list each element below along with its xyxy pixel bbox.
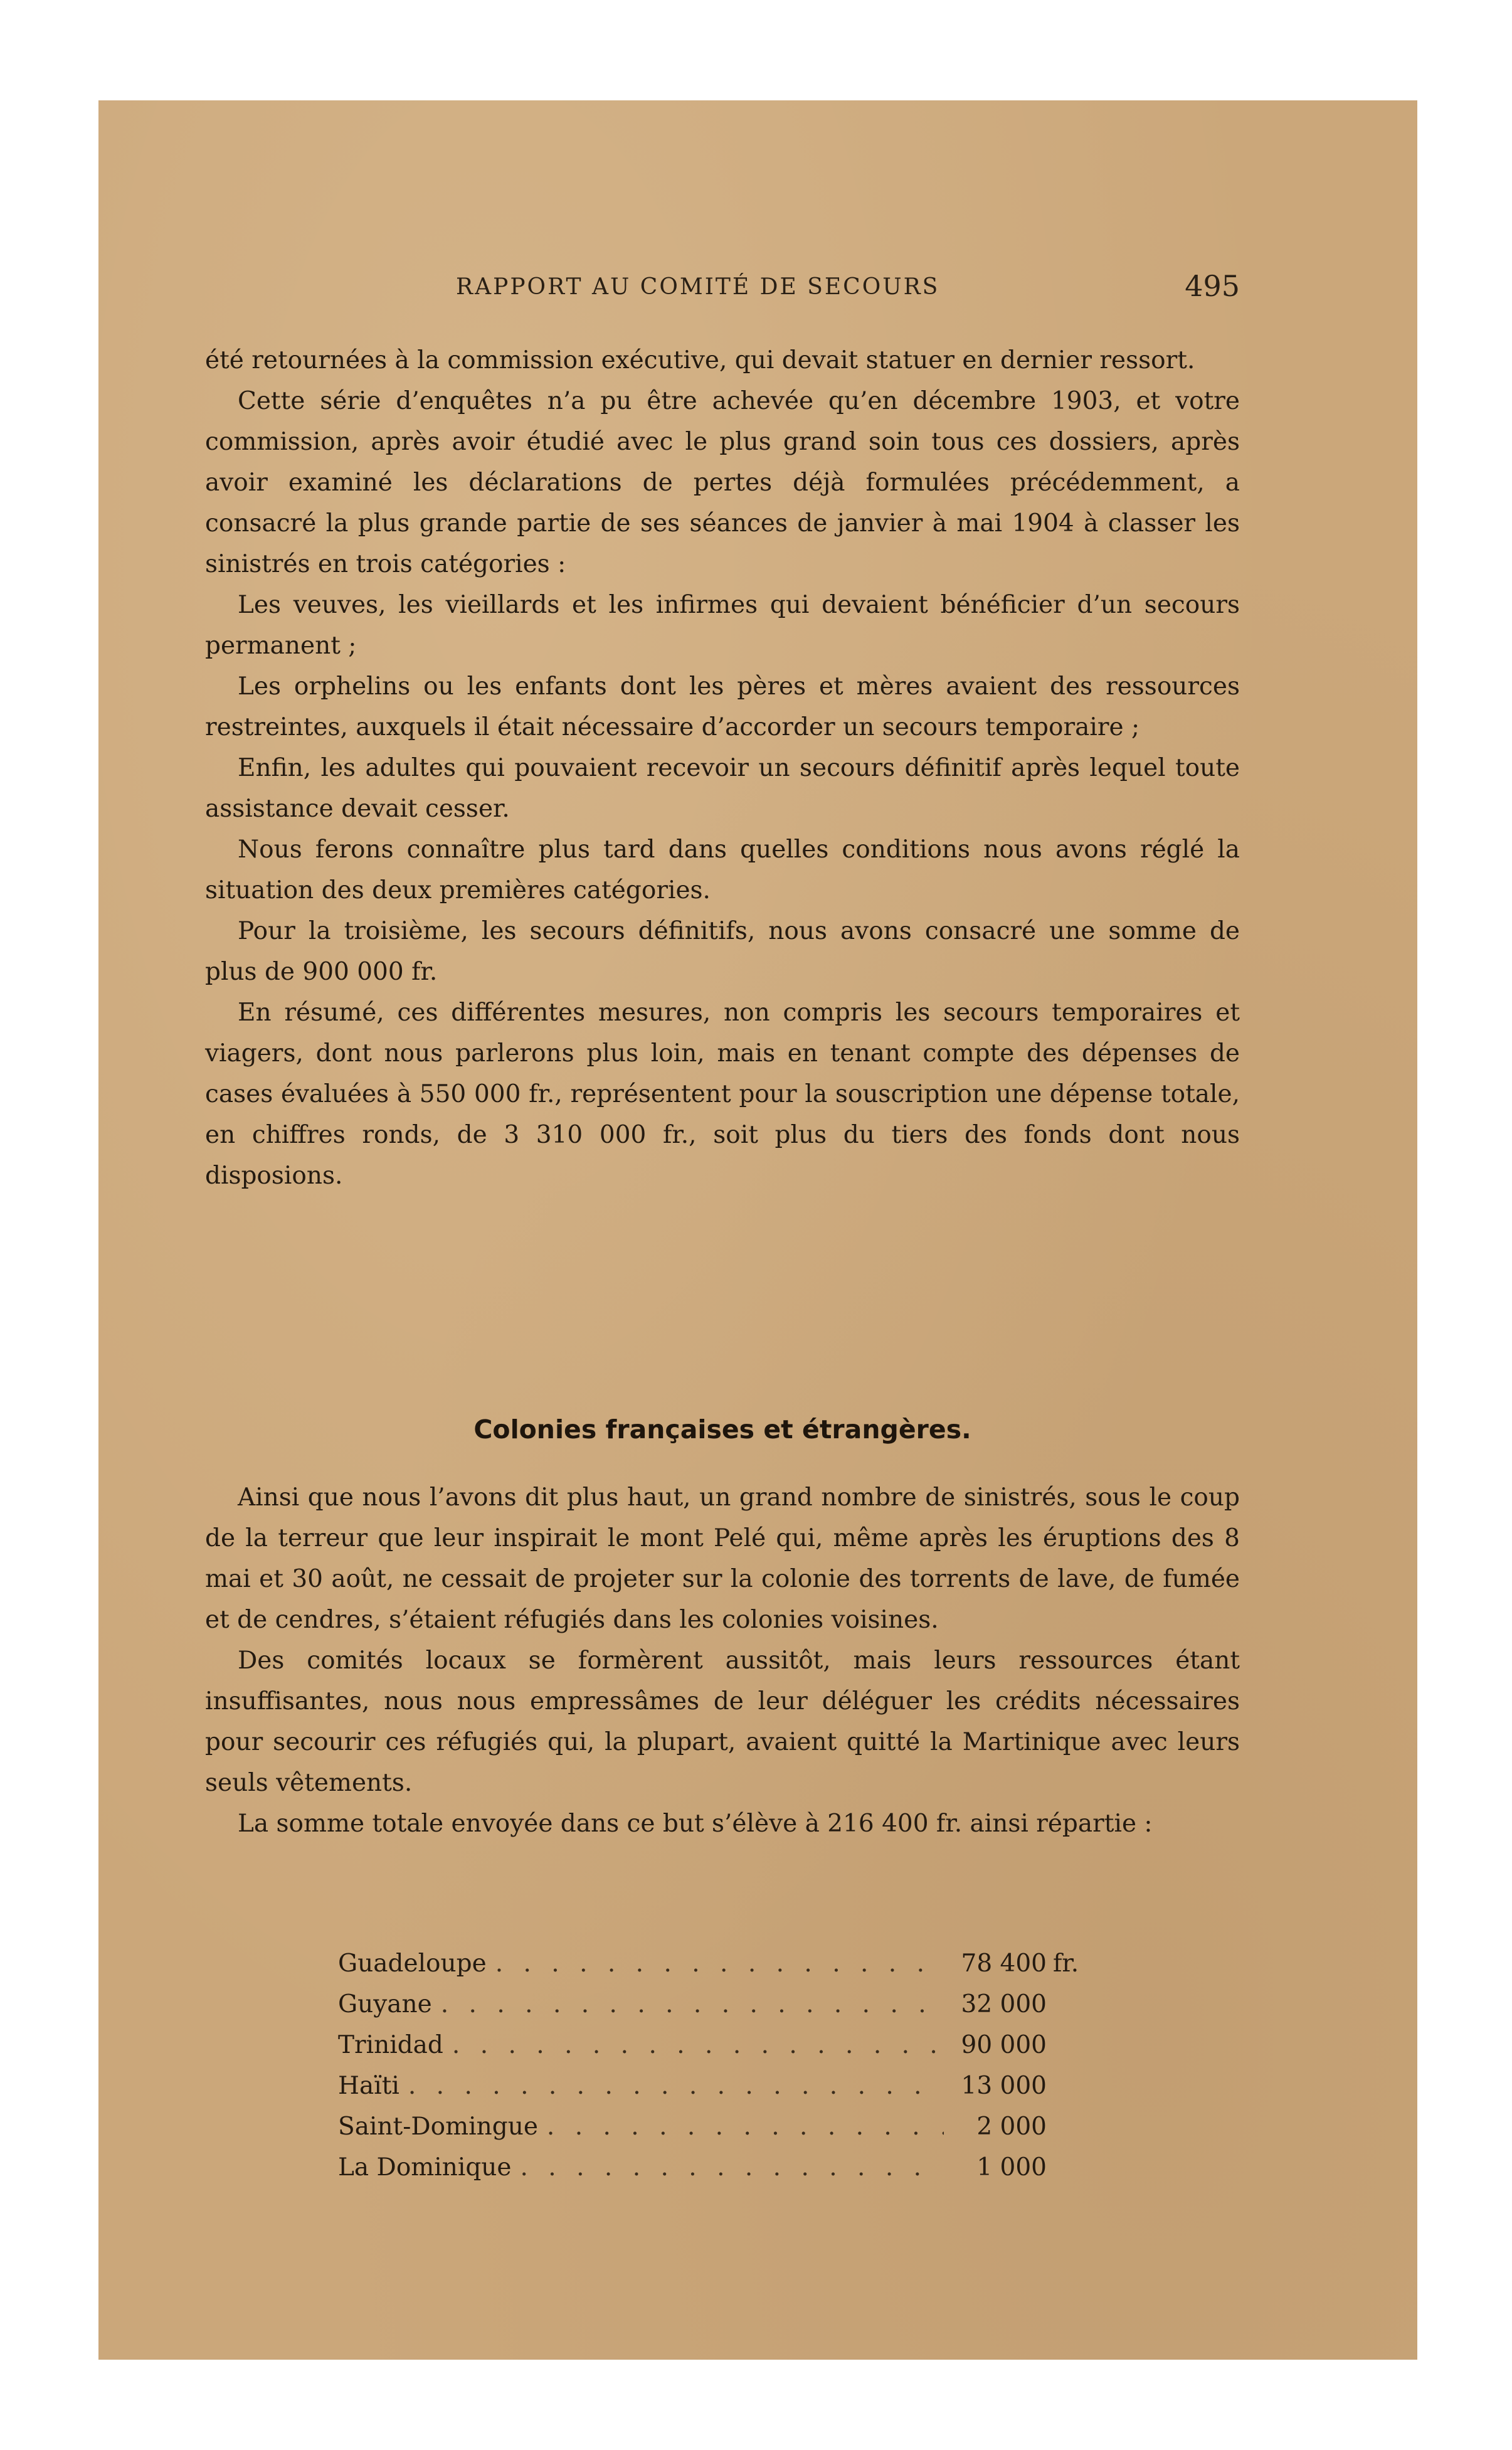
dot-leader: [452, 2025, 944, 2066]
distribution-row: [338, 2066, 1103, 2106]
scanned-page: [98, 100, 1417, 2360]
colony-name: La Dominique: [338, 2153, 512, 2182]
paragraph-later: Nous ferons connaître plus tard dans quelles conditions nous avons réglé la situation des deux premières catégories.: [205, 835, 1240, 904]
colony-name: Guyane: [338, 1990, 432, 2018]
dot-leader: [495, 1943, 944, 1984]
body-top: [205, 340, 1240, 1196]
colony-amount: 2 000: [976, 2113, 1047, 2141]
page-number: 495: [1185, 269, 1240, 303]
paragraph-summary: En résumé, ces différentes mesures, non compris les secours temporaires et viagers, dont nous parlerons plus loin, mais en tenant compte des dépenses de cases évaluées à 550 000 fr., représentent pour la souscription une dépense totale, en chiffres ronds, de 3 310 000 fr., soit plus du tiers des fonds dont nous disposions.: [205, 999, 1240, 1190]
colony-name: Haïti: [338, 2072, 399, 2100]
colony-amount: 78 400: [961, 1949, 1047, 1978]
distribution-row: [338, 1943, 1103, 1984]
section-heading: Colonies françaises et étrangères.: [473, 1414, 971, 1445]
running-title: RAPPORT AU COMITÉ DE SECOURS: [456, 274, 940, 300]
distribution-row: [338, 2025, 1103, 2066]
paragraph-total: La somme totale envoyée dans ce but s’élève à 216 400 fr. ainsi répartie :: [238, 1810, 1153, 1838]
paragraph-category-2: Les orphelins ou les enfants dont les pères et mères avaient des ressources restreintes, auxquels il était nécessaire d’accorder un secours temporaire ;: [205, 672, 1240, 741]
distribution-row: [338, 2106, 1103, 2147]
distribution-row: [338, 2147, 1103, 2188]
distribution-list: [338, 1943, 1103, 2188]
colony-amount: 13 000: [961, 2072, 1047, 2100]
dot-leader: [547, 2106, 944, 2147]
colony-amount: 1 000: [976, 2153, 1047, 2182]
colony-amount: 90 000: [961, 2031, 1047, 2059]
colony-amount: 32 000: [961, 1990, 1047, 2018]
running-head: [456, 269, 1240, 312]
paragraph-refugees: Ainsi que nous l’avons dit plus haut, un grand nombre de sinistrés, sous le coup de la terreur que leur inspirait le mont Pelé qui, même après les éruptions des 8 mai et 30 août, ne cessait de projeter sur la colonie des torrents de lave, de fumée et de cendres, s’étaient réfugiés dans les colonies voisines.: [205, 1483, 1240, 1634]
paragraph-category-1: Les veuves, les vieillards et les infirmes qui devaient bénéficier d’un secours permanent ;: [205, 591, 1240, 660]
colony-name: Guadeloupe: [338, 1949, 487, 1978]
currency-unit: fr.: [1053, 1949, 1079, 1978]
section-body: [205, 1477, 1240, 1844]
dot-leader: [441, 1984, 944, 2025]
colony-name: Saint-Domingue: [338, 2113, 538, 2141]
paragraph-continuation: été retournées à la commission exécutive, qui devait statuer en dernier ressort.: [205, 346, 1195, 374]
paragraph-committees: Des comités locaux se formèrent aussitôt, mais leurs ressources étant insuffisantes, nous nous empressâmes de leur déléguer les crédits nécessaires pour secourir ces réfugiés qui, la plupart, avaient quitté la Martinique avec leurs seuls vêtements.: [205, 1647, 1240, 1797]
paragraph-enquetes: Cette série d’enquêtes n’a pu être achevée qu’en décembre 1903, et votre commission, après avoir étudié avec le plus grand soin tous ces dossiers, après avoir examiné les déclarations de pertes déjà formulées précédemment, a consacré la plus grande partie de ses séances de janvier à mai 1904 à classer les sinistrés en trois catégories :: [205, 387, 1240, 578]
distribution-row: [338, 1984, 1103, 2025]
paragraph-third: Pour la troisième, les secours définitifs, nous avons consacré une somme de plus de 900 000 fr.: [205, 917, 1240, 986]
paragraph-category-3: Enfin, les adultes qui pouvaient recevoir un secours définitif après lequel toute assistance devait cesser.: [205, 754, 1240, 823]
colony-name: Trinidad: [338, 2031, 443, 2059]
dot-leader: [408, 2066, 944, 2106]
dot-leader: [521, 2147, 944, 2188]
